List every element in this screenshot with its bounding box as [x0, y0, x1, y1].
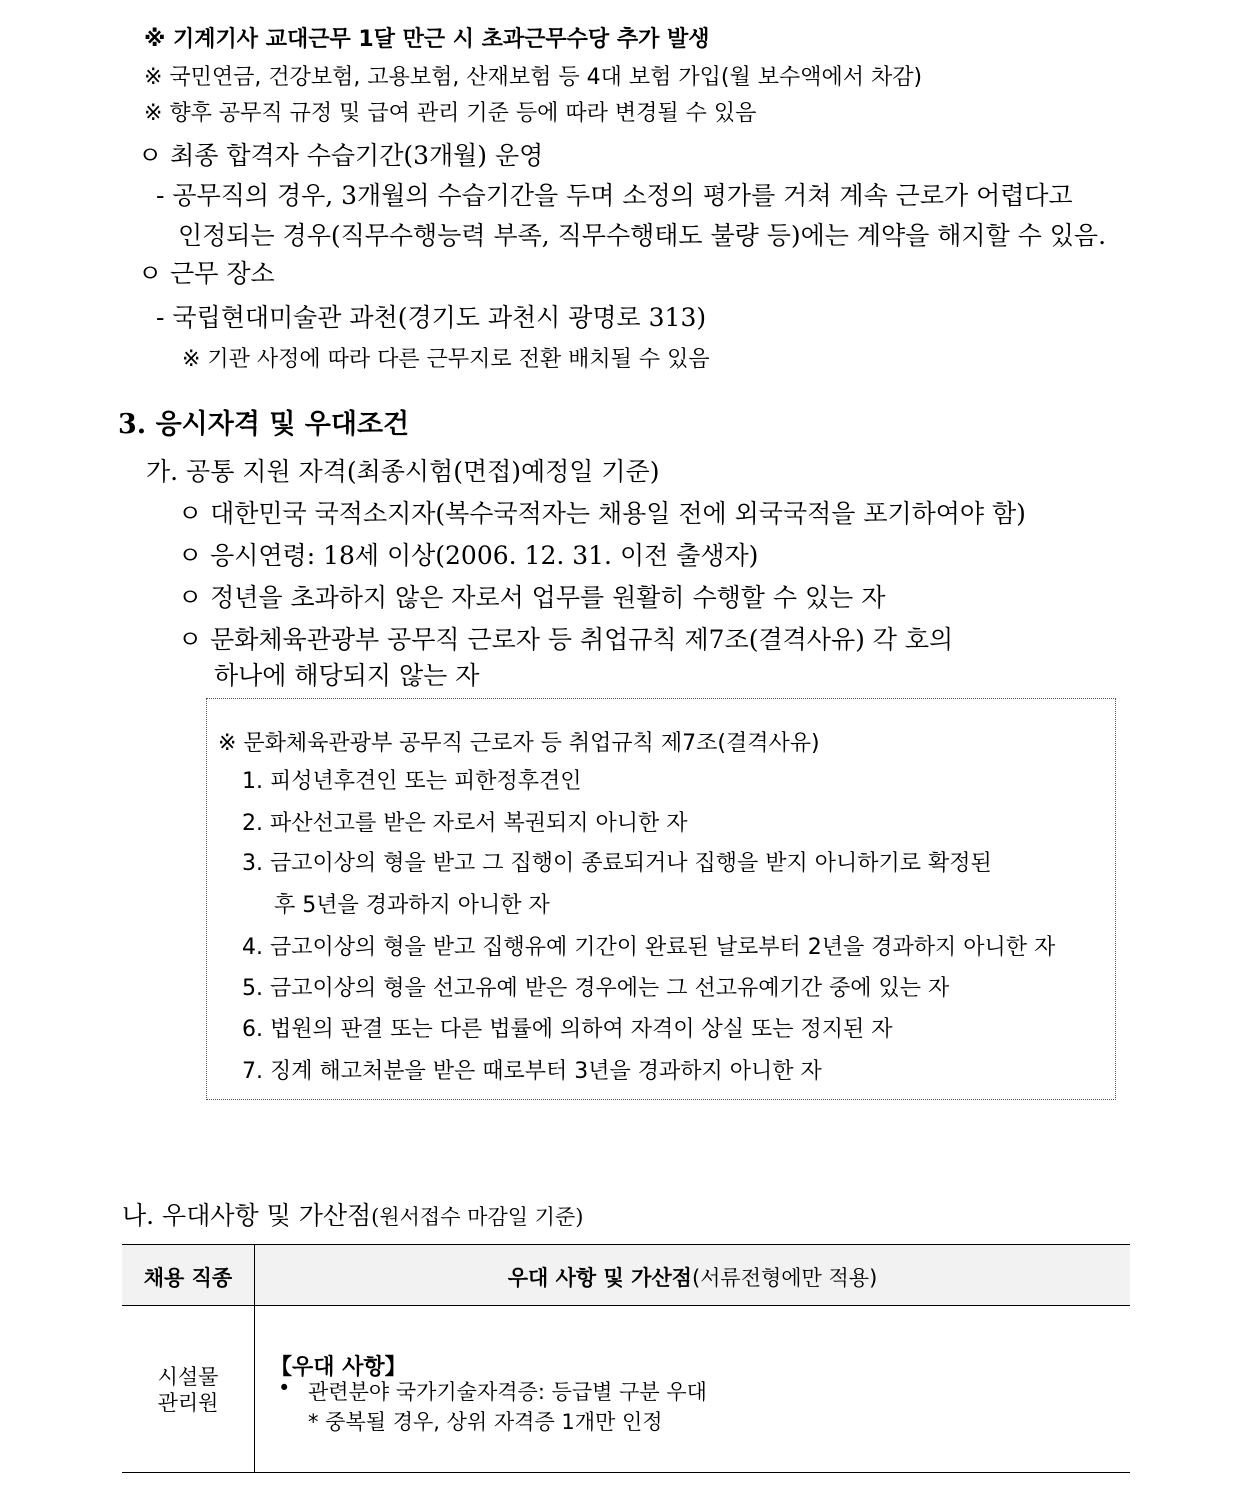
rule-item: 4. 금고이상의 형을 받고 집행유예 기간이 완료된 날로부터 2년을 경과하지 아니한 자 — [242, 935, 1056, 960]
table-header-preference-bold: 우대 사항 및 가산점 — [507, 1266, 692, 1290]
rule-item: 5. 금고이상의 형을 선고유예 받은 경우에는 그 선고유예기간 중에 있는 자 — [242, 976, 950, 1001]
rule-item: 2. 파산선고를 받은 자로서 복권되지 아니한 자 — [242, 811, 688, 836]
section-b-title-main: 나. 우대사항 및 가산점 — [122, 1201, 372, 1230]
table-bottom-border — [122, 1472, 1130, 1473]
bullet-icon: • — [278, 1376, 291, 1400]
job-title-line-2: 관리원 — [157, 1391, 219, 1415]
eligibility-retirement: ㅇ 정년을 초과하지 않은 자로서 업무를 원활히 수행할 수 있는 자 — [178, 583, 886, 612]
training-line-1-text: - 공무직의 경우, 3개월의 수습기간을 두며 소정의 평가를 거쳐 계속 근로가 어렵다고 — [156, 181, 1073, 210]
rule-item: 1. 피성년후견인 또는 피한정후견인 — [242, 769, 582, 794]
table-header-preference — [255, 1262, 1130, 1292]
table-header-job: 채용 직종 — [143, 1266, 233, 1290]
rules-box-title: ※ 문화체육관광부 공무직 근로자 등 취업규칙 제7조(결격사유) — [218, 731, 820, 756]
eligibility-age: ㅇ 응시연령: 18세 이상(2006. 12. 31. 이전 출생자) — [178, 541, 759, 570]
section-b-title — [122, 1196, 583, 1232]
table-top-border — [122, 1244, 1130, 1245]
eligibility-nationality: ㅇ 대한민국 국적소지자(복수국적자는 채용일 전에 외국국적을 포기하여야 함) — [178, 499, 1026, 528]
workplace-address: - 국립현대미술관 과천(경기도 과천시 광명로 313) — [156, 303, 707, 332]
training-line-2: 인정되는 경우(직무수행능력 부족, 직무수행태도 불량 등)에는 계약을 해지할 수 있음. — [178, 221, 1107, 250]
training-line-1 — [156, 176, 1120, 212]
eligibility-disqualification: ㅇ 문화체육관광부 공무직 근로자 등 취업규칙 제7조(결격사유) 각 호의 — [178, 625, 954, 654]
table-header-preference-sub: (서류전형에만 적용) — [691, 1266, 878, 1290]
section-b-title-sub: (원서접수 마감일 기준) — [371, 1205, 584, 1229]
eligibility-disqualification-cont: 하나에 해당되지 않는 자 — [214, 661, 480, 690]
note-insurance: ※ 국민연금, 건강보험, 고용보험, 산재보험 등 4대 보험 가입(월 보수액에서 차감) — [144, 65, 923, 90]
rule-item — [242, 846, 1104, 877]
workplace-heading: ㅇ 근무 장소 — [138, 259, 275, 288]
preference-note: * 중복될 경우, 상위 자격증 1개만 인정 — [308, 1410, 663, 1434]
preference-item: 관련분야 국가기술자격증: 등급별 구분 우대 — [308, 1380, 707, 1404]
note-rules-change: ※ 향후 공무직 규정 및 급여 관리 기준 등에 따라 변경될 수 있음 — [144, 101, 757, 126]
rule-item: 6. 법원의 판결 또는 다른 법률에 의하여 자격이 상실 또는 정지된 자 — [242, 1017, 893, 1042]
rule-item: 7. 징계 해고처분을 받은 때로부터 3년을 경과하지 아니한 자 — [242, 1059, 822, 1084]
rule-item-text: 3. 금고이상의 형을 받고 그 집행이 종료되거나 집행을 받지 아니하기로 확정된 — [242, 851, 992, 876]
table-header-border — [122, 1305, 1130, 1306]
training-heading: ㅇ 최종 합격자 수습기간(3개월) 운영 — [138, 141, 544, 170]
section-3-title: 3. 응시자격 및 우대조건 — [118, 409, 410, 440]
job-title-cell — [122, 1364, 254, 1416]
note-overtime: ※ 기계기사 교대근무 1달 만근 시 초과근무수당 추가 발생 — [144, 27, 710, 52]
section-3-sub-a: 가. 공통 지원 자격(최종시험(면접)예정일 기준) — [146, 457, 660, 486]
preference-title: 【우대 사항】 — [270, 1355, 407, 1380]
workplace-note: ※ 기관 사정에 따라 다른 근무지로 전환 배치될 수 있음 — [182, 347, 710, 372]
rule-item-cont: 후 5년을 경과하지 아니한 자 — [274, 893, 550, 918]
job-title-line-1: 시설물 — [157, 1365, 219, 1389]
